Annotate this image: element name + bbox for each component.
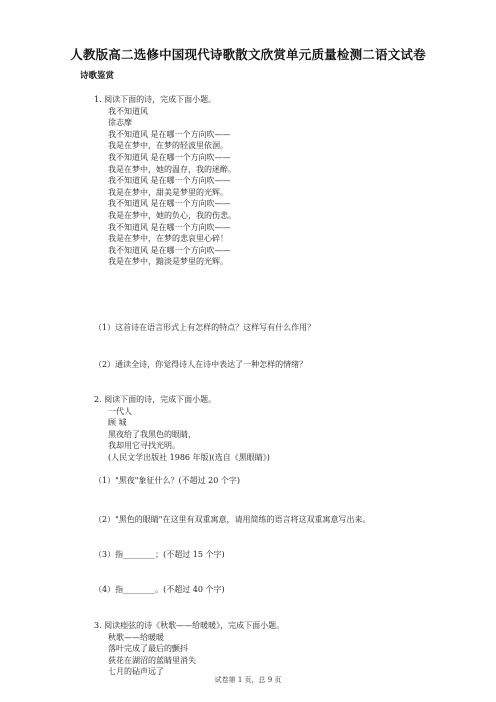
poem-line: 徐志摩: [108, 118, 132, 128]
poem-line: 一代人: [108, 406, 132, 416]
poem-line: 荻花在湖沼的蓝睛里消失: [108, 655, 196, 665]
question-3-heading: 3. 阅读瘂弦的诗《秋歌——给暖暖》，完成下面小题。: [94, 621, 285, 630]
poem-line: 我是在梦中，甜美是梦里的光辉。: [108, 187, 228, 197]
question-2: [94, 394, 270, 464]
question-2-sub-4: （4）指________。(不超过 40 个字): [94, 585, 225, 594]
poem-line: 我不知道风 是在哪一个方向吹——: [108, 176, 231, 186]
question-3: [94, 620, 284, 678]
poem-line: 我是在梦中，她的温存，我的迷醉。: [108, 164, 236, 174]
page-title: 人教版高二选修中国现代诗歌散文欣赏单元质量检测二语文试卷: [70, 47, 426, 62]
question-1-heading: 1. 阅读下面的诗，完成下面小题。: [94, 95, 217, 104]
question-2-sub-1: （1）"黑夜"象征什么？(不超过 20 个字): [94, 476, 240, 485]
page-footer: 试卷第 1 页，总 9 页: [214, 676, 282, 684]
poem-line: 我是在梦中，在梦的轻波里依洄。: [108, 141, 228, 151]
question-1-sub-1: （1）这首诗在语言形式上有怎样的特点？这样写有什么作用？: [94, 323, 316, 332]
poem-line: 我不知道风 是在哪一个方向吹——: [108, 199, 231, 209]
question-2-sub-3: （3）指________；(不超过 15 个字): [94, 550, 225, 559]
poem-line: 黑夜给了我黑色的眼睛，: [108, 429, 196, 439]
question-3-poem: [94, 632, 284, 678]
poem-line: 秋歌——给暖暖: [108, 632, 164, 642]
poem-line: 我是在梦中，她的负心，我的伤悲。: [108, 210, 236, 220]
poem-line: 我却用它寻找光明。: [108, 441, 180, 451]
poem-line: (人民文学出版社 1986 年版)(选自《黑眼睛》): [108, 452, 270, 462]
question-2-poem: [94, 406, 270, 464]
question-2-heading: 2. 阅读下面的诗，完成下面小题。: [94, 395, 217, 404]
section-label: 诗歌鉴赏: [80, 71, 115, 81]
question-1: [94, 94, 236, 268]
poem-line: 我是在梦中，在梦的悲哀里心碎！: [108, 234, 228, 244]
poem-line: 落叶完成了最后的颤抖: [108, 644, 188, 654]
poem-line: 顾 城: [108, 418, 127, 428]
poem-line: 我不知道风 是在哪一个方向吹——: [108, 222, 231, 232]
question-1-sub-2: （2）通读全诗，你觉得诗人在诗中表达了一种怎样的情绪？: [94, 360, 308, 369]
poem-line: 我是在梦中，黯淡是梦里的光辉。: [108, 257, 228, 267]
poem-line: 我不知道风 是在哪一个方向吹——: [108, 245, 231, 255]
question-1-poem: [94, 106, 236, 268]
poem-line: 七月的砧声远了: [108, 667, 164, 677]
poem-line: 我不知道风: [108, 106, 148, 116]
poem-line: 我不知道风 是在哪一个方向吹——: [108, 152, 231, 162]
poem-line: 我不知道风 是在哪一个方向吹——: [108, 129, 231, 139]
question-2-sub-2: （2）"黑色的眼睛"在这里有双重寓意，请用简练的语言将这双重寓意写出来。: [94, 515, 371, 524]
